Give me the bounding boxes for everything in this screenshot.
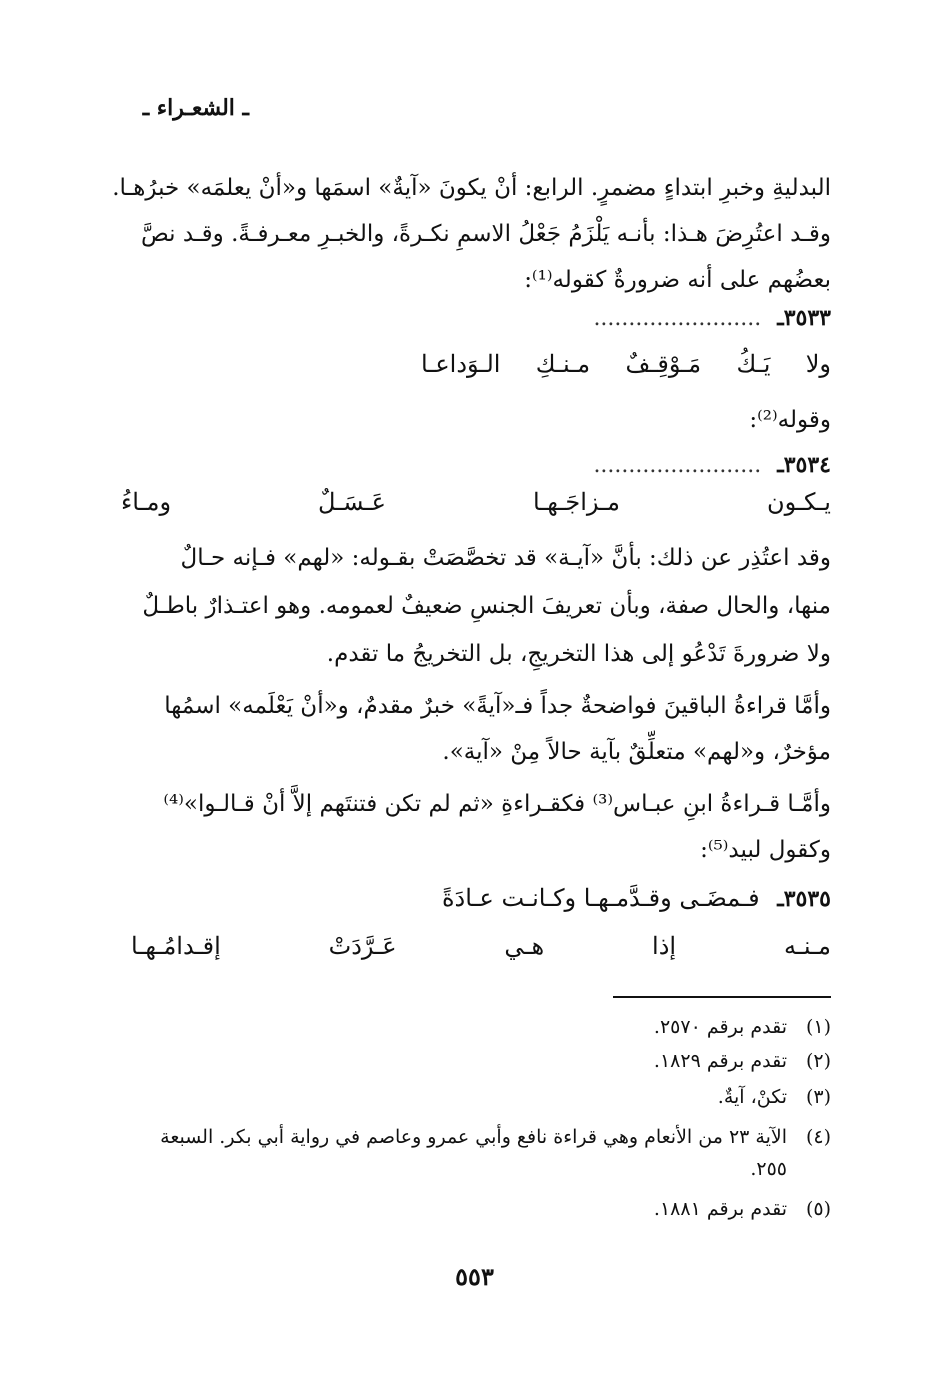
running-header: ـ الشعـراء ـ: [142, 95, 249, 121]
paragraph-line: وكقول لبيد⁽⁵⁾:: [700, 837, 831, 863]
verse-line: ولا يَـكُ مَـوْقِـفٌ مـنـكِ الـوَداعـا: [421, 350, 831, 378]
paragraph-line: منها، والحال صفة، وبأن تعريفَ الجنسِ ضعيفٌ لعمومه. وهو اعتـذارٌ باطـلٌ: [142, 593, 831, 619]
footnote: [111, 1120, 831, 1154]
footnote-number: (١): [805, 1016, 831, 1038]
footnote-number: (٥): [805, 1198, 831, 1220]
footnote: [111, 1044, 831, 1078]
verse-number: ٣٥٣٥ـ: [777, 886, 831, 912]
footnote-text: الآية ٢٣ من الأنعام وهي قراءة نافع وأبي عمرو وعاصم في رواية أبي بكر. السبعة: [160, 1126, 787, 1148]
verse-number: ٣٥٣٣ـ: [777, 305, 831, 331]
ellipsis-dots: ........................: [593, 306, 762, 331]
footnote: [111, 1192, 831, 1226]
footnote-text: تقدم برقم ٢٥٧٠.: [653, 1016, 787, 1038]
paragraph-line: وقوله⁽²⁾:: [749, 407, 831, 433]
ellipsis-dots: ........................: [593, 453, 762, 478]
paragraph-line: البدليةِ وخبرِ ابتداءٍ مضمرٍ. الرابع: أنْ يكونَ «آيةٌ» اسمَها و«أنْ يعلمَه» خبرُهـا.: [112, 175, 831, 201]
footnote-number: (٤): [805, 1126, 831, 1148]
paragraph-line: بعضُهم على أنه ضرورةٌ كقوله⁽¹⁾:: [524, 267, 831, 293]
paragraph-line: وأمَّـا قـراءةُ ابنِ عبـاس⁽³⁾ فكقـراءةِ «ثم لم تكن فتنتَهم إلاَّ أنْ قـالـوا»⁽⁴⁾: [163, 791, 831, 817]
paragraph-line: وقد اعتُذِر عن ذلك: بأنَّ «آيـة» قد تخصَّصَتْ بقـوله: «لهم» فـإنه حـالٌ: [180, 545, 831, 571]
verse-number-line: [111, 452, 831, 478]
verse-number-line: [111, 884, 831, 912]
verse-line: مـنـه إذا هـي عَـرَّدَتْ إقـدامُـهـا: [131, 932, 831, 960]
verse-line: يـكـون مـزاجَـهـا عَـسَـلٌ ومـاءُ: [121, 488, 831, 516]
verse-line: فـمضَـى وقـدَّمـهـا وكـانـت عـادَةً: [441, 884, 760, 912]
footnote-text: تقدم برقم ١٨٢٩.: [653, 1050, 787, 1072]
footnote: [111, 1010, 831, 1044]
footnote-text: تكنْ، آيةٌ.: [717, 1086, 787, 1108]
footnote-number: (٢): [805, 1050, 831, 1072]
footnote-text: تقدم برقم ١٨٨١.: [653, 1198, 787, 1220]
footnote-number: (٣): [805, 1086, 831, 1108]
paragraph-line: ولا ضرورةَ تَدْعُو إلى هذا التخريجِ، بل التخريجُ ما تقدم.: [326, 641, 831, 667]
verse-number-line: [111, 305, 831, 331]
footnote-continuation: ٢٥٥.: [750, 1158, 787, 1180]
page-number: ٥٥٣: [455, 1262, 494, 1291]
paragraph-line: وقـد اعتُرِضَ هـذا: بأنـه يَلْزَمُ جَعْلُ الاسمِ نكـرةً، والخبـرِ معـرفـةً. وقـد نصَّ: [140, 221, 831, 247]
verse-number: ٣٥٣٤ـ: [777, 452, 831, 478]
paragraph-line: وأمَّا قراءةُ الباقينَ فواضحةٌ جداً فـ«آيةً» خبرٌ مقدمٌ، و«أنْ يَعْلَمه» اسمُها: [164, 693, 831, 719]
footnote-divider: [613, 996, 831, 998]
footnote: [111, 1080, 831, 1114]
paragraph-line: مؤخرٌ، و«لهم» متعلِّقٌ بآية حالاً مِنْ «آية».: [442, 739, 831, 765]
